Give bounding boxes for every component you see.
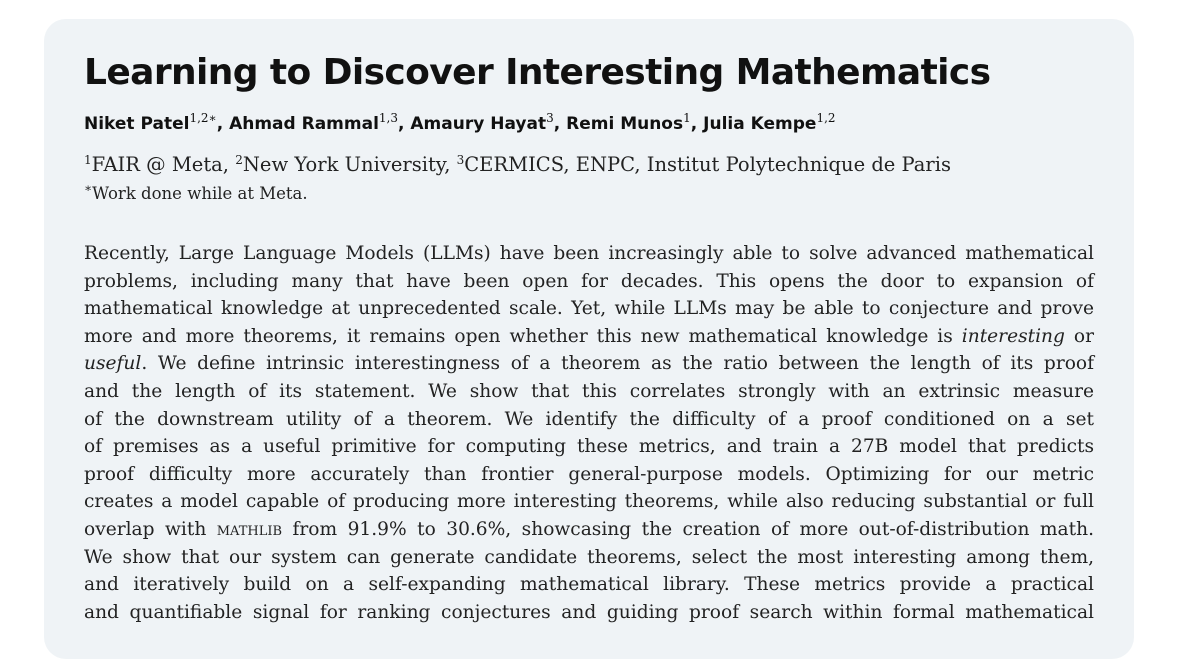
- abstract-line: [84, 350, 1094, 378]
- emphasis-text: useful: [84, 353, 142, 375]
- author-name: Amaury Hayat: [410, 114, 547, 134]
- author-name: Ahmad Rammal: [229, 114, 379, 134]
- affiliation-marker: 1: [84, 153, 92, 167]
- abstract-line: [84, 268, 1094, 296]
- author-affiliation-marker: 3: [546, 111, 554, 125]
- abstract-text: creates a model capable of producing more interesting theorems, while also reducing substantial or full: [84, 491, 1094, 513]
- paper-title: Learning to Discover Interesting Mathematics: [84, 52, 991, 93]
- abstract-line: [84, 461, 1094, 489]
- affiliation-text: New York University,: [242, 153, 457, 176]
- abstract-text: and iteratively build on a self-expanding mathematical library. These metrics provide a practical: [84, 574, 1094, 596]
- author-affiliation-marker: 1: [683, 111, 691, 125]
- affiliation-text: CERMICS, ENPC, Institut Polytechnique de Paris: [464, 153, 951, 176]
- footnote-marker: ∗: [84, 181, 93, 195]
- abstract-text: and quantifiable signal for ranking conjectures and guiding proof search within formal mathematical: [84, 601, 1094, 623]
- affiliations: [84, 151, 951, 179]
- author-name: Julia Kempe: [703, 114, 817, 134]
- abstract-text: more and more theorems, it remains open whether this new mathematical knowledge is: [84, 325, 962, 347]
- abstract-line: [84, 571, 1094, 599]
- smallcaps-text: mathlib: [216, 518, 283, 540]
- abstract-text: of premises as a useful primitive for computing these metrics, and train a 27B model that predicts: [84, 436, 1094, 458]
- affiliation-text: FAIR @ Meta,: [91, 153, 236, 176]
- abstract-line: [84, 240, 1094, 268]
- affiliation-marker: 3: [456, 153, 465, 167]
- abstract-text: from 91.9% to 30.6%, showcasing the creation of more out-of-distribution math.: [282, 518, 1094, 540]
- footnote-text: Work done while at Meta.: [92, 184, 308, 203]
- author-name: Remi Munos: [566, 114, 684, 134]
- author-name: Niket Patel: [84, 114, 190, 134]
- abstract-text: and the length of its statement. We show that this correlates strongly with an extrinsic measure: [84, 380, 1094, 402]
- abstract-line: [84, 516, 1094, 544]
- footnote: [84, 182, 308, 206]
- abstract-line: [84, 544, 1094, 572]
- abstract-line: [84, 378, 1094, 406]
- author-affiliation-marker: 1,2: [816, 111, 836, 125]
- abstract-line: [84, 323, 1094, 351]
- abstract-line: [84, 599, 1094, 627]
- author-affiliation-marker: 1,2∗: [189, 111, 217, 125]
- abstract-text: or: [1064, 325, 1094, 347]
- abstract-text: . We define intrinsic interestingness of a theorem as the ratio between the length of its proof: [141, 353, 1094, 375]
- author-list: Niket Patel$^{1,2∗}$, Ahmad Rammal$^{1,3}$, Amaury Hayat$^3$, Remi Munos$^1$, Julia Kempe$^{1,2}$: [84, 111, 836, 134]
- abstract-text: proof difficulty more accurately than frontier general-purpose models. Optimizing for our metric: [84, 463, 1094, 485]
- abstract-text: of the downstream utility of a theorem. We identify the difficulty of a proof conditioned on a set: [84, 408, 1094, 430]
- abstract-text: overlap with: [84, 518, 217, 540]
- abstract-text: problems, including many that have been open for decades. This opens the door to expansion of: [84, 270, 1094, 292]
- abstract-text: We show that our system can generate candidate theorems, select the most interesting among them,: [84, 546, 1094, 568]
- abstract-line: [84, 295, 1094, 323]
- author-affiliation-marker: 1,3: [378, 111, 398, 125]
- affiliation-marker: 2: [235, 153, 243, 167]
- emphasis-text: interesting: [961, 325, 1065, 347]
- abstract-text: Recently, Large Language Models (LLMs) have been increasingly able to solve advanced mathematical: [84, 243, 1094, 264]
- abstract-text: mathematical knowledge at unprecedented scale. Yet, while LLMs may be able to conjecture and prove: [84, 298, 1094, 320]
- abstract-line: [84, 433, 1094, 461]
- abstract: [84, 240, 1094, 626]
- abstract-line: [84, 488, 1094, 516]
- abstract-line: [84, 406, 1094, 434]
